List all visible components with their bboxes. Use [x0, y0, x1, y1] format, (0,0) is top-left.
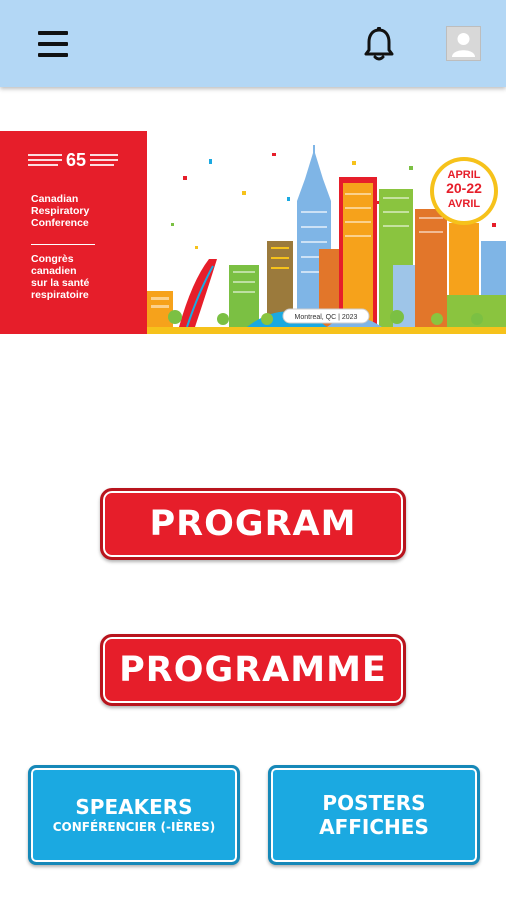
posters-button[interactable] — [268, 765, 480, 865]
programme-button[interactable]: PROGRAMME — [100, 634, 406, 706]
svg-text:65: 65 — [66, 150, 87, 170]
organization-logo — [28, 148, 118, 170]
app-header — [0, 0, 506, 87]
speakers-label: SPEAKERS — [75, 795, 193, 819]
location-label: Montreal, QC | 2023 — [294, 314, 358, 321]
conference-name-english: Canadian Respiratory Conference — [31, 193, 90, 229]
hamburger-menu-icon[interactable] — [38, 31, 68, 57]
posters-label: POSTERS — [322, 791, 426, 815]
posters-sub-label: AFFICHES — [319, 815, 429, 839]
montreal-skyline-illustration — [147, 131, 506, 334]
date-month-english: APRIL — [447, 169, 481, 181]
user-avatar-icon[interactable] — [446, 26, 481, 61]
date-month-french: AVRIL — [447, 198, 481, 210]
date-days: 20-22 — [446, 180, 482, 196]
bell-icon[interactable] — [362, 26, 396, 62]
speakers-sub-label: CONFÉRENCIER (-IÈRES) — [52, 820, 216, 834]
conference-name-french: Congrès canadien sur la santé respiratoire — [31, 253, 90, 301]
program-button[interactable]: PROGRAM — [100, 488, 406, 560]
banner-title-panel — [0, 131, 147, 334]
conference-banner — [0, 131, 506, 334]
title-divider — [31, 244, 95, 245]
speakers-button[interactable] — [28, 765, 240, 865]
